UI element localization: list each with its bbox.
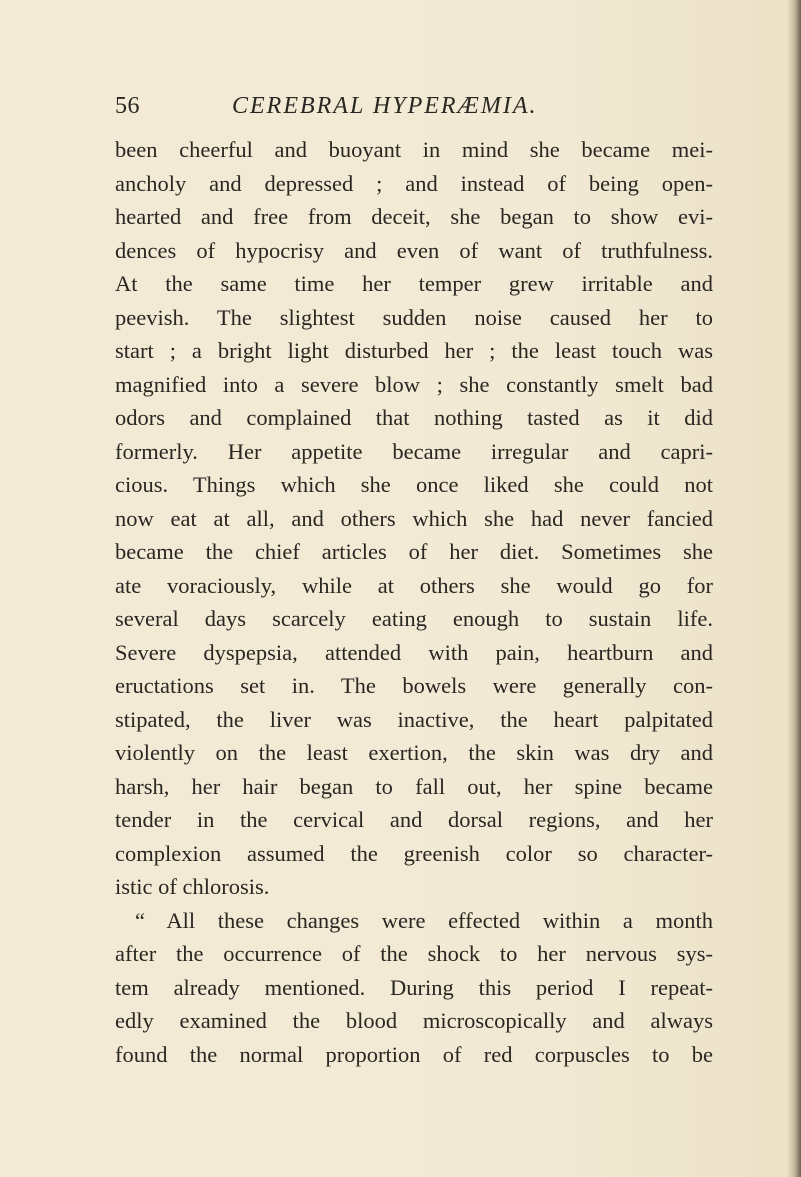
text-line: start ; a bright light disturbed her ; the least touch was	[115, 338, 713, 363]
body-text	[115, 133, 713, 1071]
text-line: after the occurrence of the shock to her nervous sys-	[115, 941, 713, 966]
text-line: been cheerful and buoyant in mind she became mei-	[115, 137, 713, 162]
text-line: edly examined the blood microscopically and always	[115, 1008, 713, 1033]
text-line: dences of hypocrisy and even of want of truthfulness.	[115, 237, 713, 263]
text-line: now eat at all, and others which she had never fancied	[115, 505, 713, 531]
text-line: several days scarcely eating enough to sustain life.	[115, 606, 713, 631]
running-head: CEREBRAL HYPERÆMIA.	[232, 93, 538, 119]
text-line: magnified into a severe blow ; she constantly smelt bad	[115, 371, 713, 397]
text-line: found the normal proportion of red corpuscles to be	[115, 1041, 713, 1067]
text-line: tender in the cervical and dorsal regions, and her	[115, 807, 713, 832]
text-line: eructations set in. The bowels were generally con-	[115, 673, 713, 698]
page-number: 56	[115, 93, 140, 119]
text-line: stipated, the liver was inactive, the heart palpitated	[115, 706, 713, 732]
text-line: “ All these changes were effected within a month	[135, 907, 713, 933]
text-line: hearted and free from deceit, she began to show evi-	[115, 204, 713, 229]
text-line: Severe dyspepsia, attended with pain, heartburn and	[115, 639, 713, 665]
text-line: tem already mentioned. During this period I repeat-	[115, 974, 713, 1000]
text-line: cious. Things which she once liked she could not	[115, 472, 713, 497]
text-line: istic of chlorosis.	[115, 874, 270, 899]
text-line: ancholy and depressed ; and instead of being open-	[115, 170, 713, 196]
text-line: odors and complained that nothing tasted as it did	[115, 405, 713, 430]
text-line: harsh, her hair began to fall out, her spine became	[115, 773, 713, 799]
text-line: formerly. Her appetite became irregular and capri-	[115, 438, 713, 464]
text-line: peevish. The slightest sudden noise caused her to	[115, 304, 713, 330]
page-edge-shadow	[787, 0, 801, 1177]
text-line: complexion assumed the greenish color so character-	[115, 840, 713, 866]
text-line: ate voraciously, while at others she would go for	[115, 572, 713, 598]
text-line: violently on the least exertion, the skin was dry and	[115, 740, 713, 765]
text-line: became the chief articles of her diet. Sometimes she	[115, 539, 713, 564]
text-line: At the same time her temper grew irritable and	[115, 271, 713, 296]
page-header	[115, 90, 715, 122]
